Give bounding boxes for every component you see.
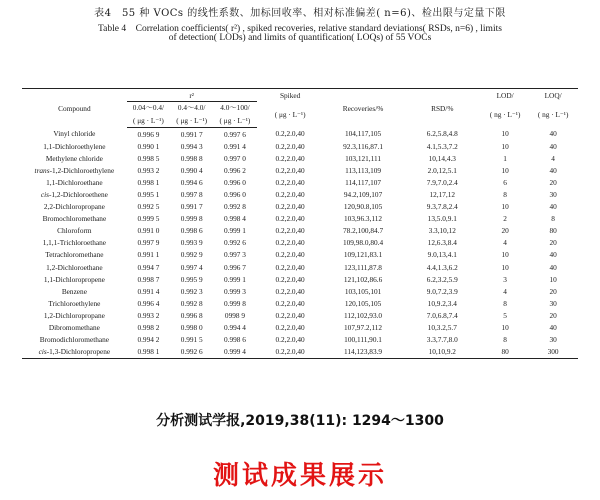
header-compound: Compound — [22, 89, 127, 128]
cell-r2-high: 0.998 4 — [224, 214, 246, 224]
cell-r2-low: 0.994 7 — [137, 262, 160, 272]
cell-recoveries: 113,113,109 — [345, 165, 382, 175]
cell-r2-mid: 0.991 7 — [180, 129, 203, 139]
cell-r2-mid: 0.998 8 — [180, 153, 203, 163]
cell-spiked: 0.2,2.0,40 — [275, 190, 305, 200]
cell-rsd: 3.3,7.7,8.0 — [426, 335, 458, 345]
cell-r2-mid: 0.998 6 — [180, 226, 203, 236]
cell-loq: 10 — [549, 274, 557, 284]
cell-loq: 30 — [549, 298, 557, 308]
cell-r2-mid: 0.998 0 — [180, 323, 203, 333]
cell-lod: 10 — [501, 165, 509, 175]
cell-compound: 1,2-Dichloroethane — [46, 262, 103, 272]
cell-loq: 40 — [549, 202, 557, 212]
cell-lod: 6 — [503, 177, 507, 187]
cell-r2-low: 0.999 5 — [137, 214, 160, 224]
cell-loq: 40 — [549, 141, 557, 151]
cell-rsd: 7.9,7.0,2.4 — [426, 177, 458, 187]
cell-r2-high: 0.996 7 — [224, 262, 246, 272]
cell-compound: Vinyl chloride — [53, 129, 96, 139]
cell-lod: 3 — [503, 274, 507, 284]
cell-r2-mid: 0.999 8 — [180, 214, 203, 224]
cell-r2-low: 0.991 1 — [137, 250, 160, 260]
cell-spiked: 0.2,2.0,40 — [275, 298, 305, 308]
cell-r2-mid: 0.990 4 — [180, 165, 203, 175]
cell-rsd: 9.0,13,4.1 — [427, 250, 457, 260]
table-row — [22, 176, 578, 188]
cell-loq: 20 — [549, 286, 557, 296]
cell-recoveries: 104,117,105 — [344, 129, 382, 139]
cell-r2-mid: 0.992 3 — [180, 286, 203, 296]
cell-rsd: 4.1,5.3,7.2 — [426, 141, 458, 151]
cell-r2-high: 0.999 8 — [224, 298, 246, 308]
cell-r2-high: 0.999 1 — [224, 226, 246, 236]
cell-spiked: 0.2,2.0,40 — [275, 165, 305, 175]
table-row — [22, 334, 578, 346]
table-row — [22, 249, 578, 261]
cell-rsd: 9.3,7.8,2.4 — [426, 202, 458, 212]
cell-compound: Dibromomethane — [48, 323, 100, 333]
cell-loq: 40 — [549, 323, 557, 333]
table-row — [22, 225, 578, 237]
cell-rsd: 2.0,12,5.1 — [427, 165, 457, 175]
journal-citation: 分析测试学报,2019,38(11): 1294～1300 — [156, 413, 444, 429]
cell-recoveries: 92.3,116,87.1 — [343, 141, 383, 151]
cell-compound: Benzene — [61, 286, 87, 296]
cell-recoveries: 114,123,83.9 — [324, 346, 403, 359]
cell-compound: Bromodichloromethane — [39, 335, 110, 345]
cell-r2-high: 0.997 3 — [224, 250, 246, 260]
cell-recoveries: 94.2,109,107 — [343, 190, 383, 200]
cell-r2-mid: 0.993 9 — [180, 238, 203, 248]
table-row — [22, 285, 578, 297]
cell-spiked: 0.2,2.0,40 — [275, 323, 305, 333]
voc-results-table — [22, 88, 578, 359]
cell-recoveries: 109,98.0,80.4 — [342, 238, 384, 248]
cell-r2-low: 0.998 7 — [137, 274, 160, 284]
cell-r2-low: 0.992 5 — [137, 202, 160, 212]
header-range-2-unit: ( μg · L⁻¹) — [170, 113, 213, 128]
cell-r2-high: 0.994 4 — [224, 323, 246, 333]
cell-compound: cis-1,3-Dichloropropene — [22, 346, 127, 359]
cell-rsd: 12,6.3,8.4 — [427, 238, 457, 248]
header-recoveries: Recoveries/% — [324, 89, 403, 128]
cell-lod: 4 — [503, 238, 507, 248]
cell-recoveries: 78.2,100,84.7 — [342, 226, 384, 236]
cell-lod: 80 — [482, 346, 528, 359]
cell-r2-low: 0.998 1 — [137, 177, 160, 187]
table-row — [22, 188, 578, 200]
cell-rsd: 6.2,3.2,5.9 — [426, 274, 458, 284]
header-range-1-unit: ( μg · L⁻¹) — [127, 113, 170, 128]
cell-r2-mid: 0.992 8 — [180, 298, 203, 308]
cell-rsd: 3.3,10,12 — [428, 226, 456, 236]
cell-loq: 40 — [549, 165, 557, 175]
cell-loq: 20 — [549, 310, 557, 320]
cell-r2-low: 0.994 2 — [137, 335, 160, 345]
cell-lod: 10 — [501, 141, 509, 151]
table-row — [22, 201, 578, 213]
table-row — [22, 213, 578, 225]
cell-r2-high: 0.991 4 — [224, 141, 246, 151]
cell-loq: 40 — [549, 129, 557, 139]
cell-r2-high: 0.997 0 — [224, 153, 246, 163]
cell-r2-mid: 0.995 9 — [180, 274, 203, 284]
cell-r2-high: 0.999 1 — [224, 274, 246, 284]
cell-r2-high: 0.996 2 — [224, 165, 246, 175]
cell-compound: Chloroform — [57, 226, 92, 236]
cell-r2-high: 0.992 6 — [224, 238, 246, 248]
cell-compound: Methylene chloride — [45, 153, 103, 163]
header-rsd: RSD/% — [403, 89, 483, 128]
cell-rsd: 10,10,9.2 — [403, 346, 483, 359]
cell-loq: 8 — [551, 214, 555, 224]
cell-r2-low: 0.990 1 — [137, 141, 160, 151]
header-spiked-unit: ( μg · L⁻¹) — [274, 110, 306, 119]
cell-rsd: 13,5.0,9.1 — [427, 214, 457, 224]
header-spiked: Spiked — [257, 89, 324, 102]
table-caption-english-line2: of detection( LODs) and limits of quantification( LOQs) of 55 VOCs — [168, 33, 432, 43]
cell-rsd: 4.4,1.3,6.2 — [426, 262, 458, 272]
cell-lod: 10 — [501, 262, 509, 272]
cell-lod: 8 — [503, 298, 507, 308]
table-row — [22, 261, 578, 273]
cell-r2-mid: 0.991 7 — [180, 202, 203, 212]
table-row — [22, 128, 578, 141]
cell-spiked: 0.2,2.0,40 — [275, 250, 305, 260]
cell-loq: 30 — [549, 335, 557, 345]
cell-spiked: 0.2,2.0,40 — [275, 202, 305, 212]
cell-compound: 1,1,1-Trichloroethane — [42, 238, 107, 248]
cell-r2-high: 0.999 4 — [213, 346, 256, 359]
table-body — [22, 128, 578, 359]
cell-compound: 2,2-Dichloropropane — [43, 202, 105, 212]
cell-recoveries: 109,121,83.1 — [343, 250, 383, 260]
cell-r2-high: 0.996 0 — [224, 190, 246, 200]
cell-loq: 4 — [551, 153, 555, 163]
cell-recoveries: 103,96.3,112 — [344, 214, 383, 224]
cell-rsd: 9.0,7.2,3.9 — [426, 286, 458, 296]
cell-r2-low: 0.991 4 — [137, 286, 160, 296]
cell-r2-high: 0.998 6 — [224, 335, 246, 345]
cell-r2-high: 0.992 8 — [224, 202, 246, 212]
cell-r2-mid: 0.994 3 — [180, 141, 203, 151]
cell-rsd: 10,14,4.3 — [428, 153, 456, 163]
cell-spiked: 0.2,2.0,40 — [275, 141, 305, 151]
cell-r2-high: 0.997 6 — [224, 129, 246, 139]
cell-rsd: 10,9.2,3.4 — [427, 298, 457, 308]
cell-recoveries: 100,111,90.1 — [344, 335, 382, 345]
cell-r2-mid: 0.996 8 — [180, 310, 203, 320]
cell-loq: 20 — [549, 177, 557, 187]
table-row — [22, 273, 578, 285]
table-row — [22, 152, 578, 164]
cell-loq: 40 — [549, 262, 557, 272]
header-range-3-unit: ( μg · L⁻¹) — [213, 113, 256, 128]
table-caption-chinese: 表4 55 种 VOCs 的线性系数、加标回收率、相对标准偏差( n=6)、检出限与定量下限 — [94, 8, 506, 19]
header-range-1: 0.04～0.4/ — [132, 102, 165, 112]
table-row — [22, 237, 578, 249]
table-row — [22, 346, 578, 359]
cell-lod: 20 — [501, 226, 509, 236]
cell-compound: 1,2-Dichloropropane — [43, 310, 105, 320]
cell-r2-high: 0998 9 — [224, 310, 245, 320]
cell-spiked: 0.2,2.0,40 — [275, 262, 305, 272]
cell-loq: 80 — [549, 226, 557, 236]
cell-recoveries: 123,111,87.8 — [344, 262, 382, 272]
cell-spiked: 0.2,2.0,40 — [275, 238, 305, 248]
cell-rsd: 10,3.2,5.7 — [427, 323, 457, 333]
cell-rsd: 12,17,12 — [429, 190, 456, 200]
header-lod-unit: ( ng · L⁻¹) — [489, 110, 521, 119]
cell-loq: 300 — [528, 346, 578, 359]
cell-recoveries: 112,102,93.0 — [344, 310, 383, 320]
cell-lod: 2 — [503, 214, 507, 224]
cell-compound: Trichloroethylene — [48, 298, 101, 308]
header-range-2: 0.4～4.0/ — [177, 102, 206, 112]
cell-spiked: 0.2,2.0,40 — [275, 274, 305, 284]
cell-recoveries: 103,121,111 — [345, 153, 382, 163]
cell-r2-low: 0.995 1 — [137, 190, 160, 200]
cell-compound: trans-1,2-Dichloroethylene — [34, 165, 115, 175]
cell-lod: 1 — [503, 153, 507, 163]
table-row — [22, 309, 578, 321]
cell-rsd: 6.2,5.8,4.8 — [426, 129, 458, 139]
cell-lod: 8 — [503, 335, 507, 345]
cell-compound: 1,1-Dichloroethane — [46, 177, 103, 187]
cell-recoveries: 120,90.8,105 — [343, 202, 383, 212]
cell-recoveries: 121,102,86.6 — [343, 274, 383, 284]
table-caption-english-line1: Table 4 Correlation coefficients( r²) , spiked recoveries, relative standard deviations( RSDs, n=6) , limits — [98, 24, 502, 34]
results-banner: 测试成果展示 — [212, 461, 387, 491]
cell-lod: 5 — [503, 310, 507, 320]
cell-compound: Tetrachloromethane — [45, 250, 104, 260]
cell-loq: 40 — [549, 250, 557, 260]
cell-r2-low: 0.997 9 — [137, 238, 160, 248]
table-row — [22, 297, 578, 309]
cell-compound: 1,1-Dichloroethylene — [43, 141, 106, 151]
cell-spiked: 0.2,2.0,40 — [275, 214, 305, 224]
cell-lod: 10 — [501, 323, 509, 333]
header-loq: LOQ/ — [528, 89, 578, 102]
cell-recoveries: 103,105,101 — [344, 286, 382, 296]
cell-r2-low: 0.991 0 — [137, 226, 160, 236]
cell-spiked: 0.2,2.0,40 — [275, 177, 305, 187]
cell-r2-low: 0.993 2 — [137, 165, 160, 175]
cell-spiked: 0.2,2.0,40 — [257, 346, 324, 359]
cell-r2-mid: 0.997 4 — [180, 262, 203, 272]
header-loq-unit: ( ng · L⁻¹) — [537, 110, 569, 119]
cell-recoveries: 120,105,105 — [344, 298, 382, 308]
table-row — [22, 140, 578, 152]
cell-lod: 10 — [501, 202, 509, 212]
cell-lod: 8 — [503, 190, 507, 200]
cell-lod: 10 — [501, 250, 509, 260]
cell-r2-low: 0.993 2 — [137, 310, 160, 320]
cell-r2-low: 0.996 9 — [137, 129, 160, 139]
cell-r2-mid: 0.997 8 — [180, 190, 203, 200]
cell-spiked: 0.2,2.0,40 — [275, 335, 305, 345]
cell-rsd: 7.0,6.8,7.4 — [426, 310, 458, 320]
cell-r2-high: 0.996 0 — [224, 177, 246, 187]
table-row — [22, 164, 578, 176]
header-lod: LOD/ — [482, 89, 528, 102]
cell-spiked: 0.2,2.0,40 — [275, 129, 305, 139]
cell-spiked: 0.2,2.0,40 — [275, 310, 305, 320]
cell-recoveries: 107,97.2,112 — [344, 323, 383, 333]
cell-r2-high: 0.999 3 — [224, 286, 246, 296]
header-range-3: 4.0～100/ — [220, 102, 250, 112]
cell-r2-low: 0.996 4 — [137, 298, 160, 308]
cell-r2-low: 0.998 1 — [127, 346, 170, 359]
cell-loq: 20 — [549, 238, 557, 248]
cell-lod: 4 — [503, 286, 507, 296]
cell-r2-mid: 0.992 6 — [170, 346, 213, 359]
header-r2: r² — [127, 89, 257, 102]
cell-spiked: 0.2,2.0,40 — [275, 226, 305, 236]
cell-r2-low: 0.998 5 — [137, 153, 160, 163]
cell-compound: cis-1,2-Dichloroethene — [40, 190, 108, 200]
cell-compound: Bromochloromethane — [42, 214, 107, 224]
cell-compound: 1,1-Dichloropropene — [43, 274, 105, 284]
cell-r2-low: 0.998 2 — [137, 323, 160, 333]
table-row — [22, 322, 578, 334]
cell-r2-mid: 0.991 5 — [180, 335, 203, 345]
cell-lod: 10 — [501, 129, 509, 139]
cell-r2-mid: 0.992 9 — [180, 250, 203, 260]
cell-r2-mid: 0.994 6 — [180, 177, 203, 187]
cell-loq: 30 — [549, 190, 557, 200]
cell-spiked: 0.2,2.0,40 — [275, 286, 305, 296]
cell-spiked: 0.2,2.0,40 — [275, 153, 305, 163]
cell-recoveries: 114,117,107 — [345, 177, 382, 187]
